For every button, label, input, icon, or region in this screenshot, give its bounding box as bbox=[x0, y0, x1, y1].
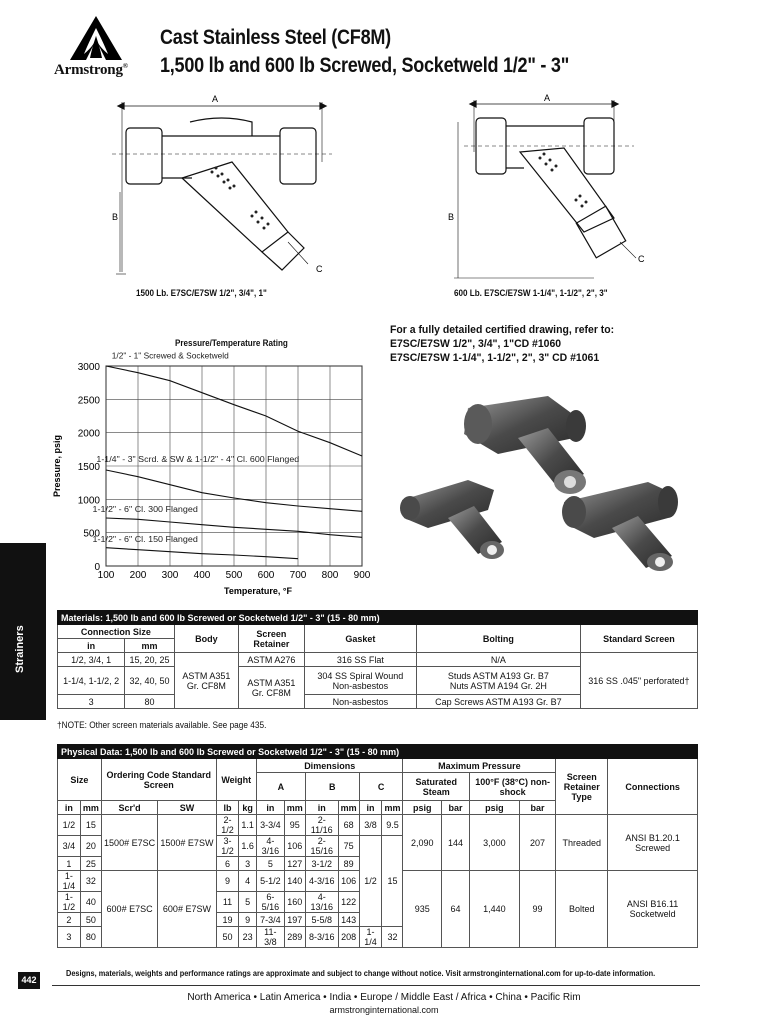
x-tick-label: 100 bbox=[97, 570, 115, 581]
cell-b-mm: 106 bbox=[338, 871, 359, 892]
cell-gasket: Non-asbestos bbox=[304, 695, 416, 709]
cell-ns-bar: 99 bbox=[519, 871, 555, 948]
col-body: Body bbox=[174, 625, 238, 653]
sub-scrd: Scr'd bbox=[101, 801, 157, 815]
sub-c-in: in bbox=[359, 801, 382, 815]
col-dim-c: C bbox=[359, 773, 403, 801]
x-tick-label: 200 bbox=[129, 570, 147, 581]
sub-b-mm: mm bbox=[338, 801, 359, 815]
y-tick-label: 1000 bbox=[77, 495, 100, 507]
cell-b-mm: 89 bbox=[338, 857, 359, 871]
cell-connections: ANSI B1.20.1 Screwed bbox=[608, 815, 698, 871]
cell-size-in: 3/4 bbox=[58, 836, 81, 857]
cell-retainer-type: Bolted bbox=[556, 871, 608, 948]
cell-a-in: 5 bbox=[256, 857, 284, 871]
col-non-shock: 100°F (38°C) non-shock bbox=[469, 773, 555, 801]
cell-size-in: 1 bbox=[58, 857, 81, 871]
x-tick-label: 300 bbox=[161, 570, 179, 581]
cell-lb: 9 bbox=[216, 871, 239, 892]
dim-c-label: C bbox=[316, 264, 323, 274]
cell-c-in: 1-1/4 bbox=[359, 927, 382, 948]
cell-size-mm: 40 bbox=[80, 892, 101, 913]
sub-c-mm: mm bbox=[382, 801, 403, 815]
col-ordering-code: Ordering Code Standard Screen bbox=[101, 759, 216, 801]
strainer-photo-left bbox=[400, 480, 504, 559]
strainer-drawing-1500lb bbox=[112, 92, 332, 282]
certified-drawing-note bbox=[390, 323, 614, 365]
screen-note: †NOTE: Other screen materials available. See page 435. bbox=[57, 720, 267, 730]
pressure-temperature-chart bbox=[48, 352, 378, 600]
sub-mm: mm bbox=[80, 801, 101, 815]
cell-b-mm: 75 bbox=[338, 836, 359, 857]
cert-note-line2: E7SC/E7SW 1/2", 3/4", 1"CD #1060 bbox=[390, 338, 562, 350]
cell-retainer-type: Threaded bbox=[556, 815, 608, 871]
cell-b-mm: 143 bbox=[338, 913, 359, 927]
x-tick-label: 500 bbox=[225, 570, 243, 581]
cell-b-in: 8-3/16 bbox=[305, 927, 338, 948]
cell-b-mm: 122 bbox=[338, 892, 359, 913]
cell-b-mm: 208 bbox=[338, 927, 359, 948]
col-connections: Connections bbox=[608, 759, 698, 815]
dim-b-label: B bbox=[112, 212, 119, 222]
cell-b-mm: 68 bbox=[338, 815, 359, 836]
strainer-photo-right bbox=[562, 482, 678, 571]
cell-mm: 32, 40, 50 bbox=[125, 667, 175, 695]
y-tick-label: 500 bbox=[83, 528, 100, 540]
section-tab-strainers[interactable] bbox=[0, 543, 46, 720]
regions-list: North America • Latin America • India • Europe / Middle East / Africa • China • Pacific Rim bbox=[187, 992, 581, 1003]
cell-in: 1/2, 3/4, 1 bbox=[58, 653, 125, 667]
cell-a-mm: 95 bbox=[284, 815, 305, 836]
drawing-caption-left: 1500 Lb. E7SC/E7SW 1/2", 3/4", 1" bbox=[136, 288, 267, 298]
sub-sw: SW bbox=[158, 801, 216, 815]
cell-size-mm: 32 bbox=[80, 871, 101, 892]
dim-a-label-right: A bbox=[544, 93, 551, 103]
cell-a-in: 4-3/16 bbox=[256, 836, 284, 857]
cell-gasket: 316 SS Flat bbox=[304, 653, 416, 667]
cell-lb: 2-1/2 bbox=[216, 815, 239, 836]
cell-sat-psig: 935 bbox=[403, 871, 441, 948]
page-title-line1: Cast Stainless Steel (CF8M) bbox=[160, 26, 391, 49]
col-bolting: Bolting bbox=[416, 625, 580, 653]
col-in: in bbox=[58, 639, 125, 653]
cell-scrd: 600# E7SC bbox=[101, 871, 157, 948]
cell-c-mm: 32 bbox=[382, 927, 403, 948]
drawing-caption-right: 600 Lb. E7SC/E7SW 1-1/4", 1-1/2", 2", 3" bbox=[454, 288, 608, 298]
cell-body: ASTM A351 Gr. CF8M bbox=[174, 653, 238, 709]
sub-kg: kg bbox=[239, 801, 257, 815]
chart-title: Pressure/Temperature Rating bbox=[175, 338, 288, 348]
cell-in: 3 bbox=[58, 695, 125, 709]
col-screen-retainer: Screen Retainer bbox=[238, 625, 304, 653]
x-tick-label: 600 bbox=[257, 570, 275, 581]
cell-a-mm: 160 bbox=[284, 892, 305, 913]
cell-retainer: ASTM A351 Gr. CF8M bbox=[238, 667, 304, 709]
cell-sw: 1500# E7SW bbox=[158, 815, 216, 871]
series-label-3: 1-1/2" - 6" Cl. 300 Flanged bbox=[92, 505, 198, 514]
bolting-line1: Studs ASTM A193 Gr. B7 bbox=[447, 670, 549, 681]
cell-scrd: 1500# E7SC bbox=[101, 815, 157, 871]
x-tick-label: 700 bbox=[289, 570, 307, 581]
y-axis-label: Pressure, psig bbox=[52, 434, 62, 498]
sub-ns-psig: psig bbox=[469, 801, 519, 815]
table-row bbox=[58, 653, 698, 667]
cell-a-mm: 289 bbox=[284, 927, 305, 948]
cell-b-in: 2-15/16 bbox=[305, 836, 338, 857]
series-label-1: 1/2" - 1" Screwed & Socketweld bbox=[111, 352, 229, 361]
cell-a-mm: 197 bbox=[284, 913, 305, 927]
cell-sat-psig: 2,090 bbox=[403, 815, 441, 871]
cell-size-in: 1/2 bbox=[58, 815, 81, 836]
x-tick-label: 800 bbox=[321, 570, 339, 581]
cell-kg: 9 bbox=[239, 913, 257, 927]
website-link[interactable]: armstronginternational.com bbox=[329, 1005, 439, 1015]
page-number: 442 bbox=[18, 972, 40, 989]
product-photos bbox=[398, 378, 688, 578]
cert-note-line3: E7SC/E7SW 1-1/4", 1-1/2", 2", 3" CD #1061 bbox=[390, 352, 600, 364]
cell-b-in: 5-5/8 bbox=[305, 913, 338, 927]
cell-a-in: 6-5/16 bbox=[256, 892, 284, 913]
cell-a-mm: 106 bbox=[284, 836, 305, 857]
footer-divider bbox=[52, 985, 700, 986]
cell-c-in: 3/8 bbox=[359, 815, 382, 836]
x-tick-label: 900 bbox=[353, 570, 371, 581]
cell-size-in: 1-1/2 bbox=[58, 892, 81, 913]
cert-note-line1: For a fully detailed certified drawing, refer to: bbox=[390, 324, 615, 336]
cell-sw: 600# E7SW bbox=[158, 871, 216, 948]
series-label-4: 1-1/2" - 6" Cl. 150 Flanged bbox=[92, 535, 198, 544]
cell-kg: 23 bbox=[239, 927, 257, 948]
cell-a-in: 5-1/2 bbox=[256, 871, 284, 892]
cell-size-mm: 80 bbox=[80, 927, 101, 948]
col-mm: mm bbox=[125, 639, 175, 653]
cell-kg: 5 bbox=[239, 892, 257, 913]
cell-kg: 3 bbox=[239, 857, 257, 871]
col-dim-b: B bbox=[305, 773, 359, 801]
cell-lb: 50 bbox=[216, 927, 239, 948]
col-connection-size: Connection Size bbox=[58, 625, 175, 639]
col-saturated-steam: Saturated Steam bbox=[403, 773, 469, 801]
armstrong-logo-icon bbox=[66, 14, 126, 64]
strainer-photo-top bbox=[464, 396, 586, 494]
physical-caption: Physical Data: 1,500 lb and 600 lb Screwed or Socketweld 1/2" - 3" (15 - 80 mm) bbox=[58, 745, 698, 759]
table-row bbox=[58, 815, 698, 836]
cell-bolting bbox=[416, 667, 580, 695]
series-label-2: 1-1/4" - 3" Scrd. & SW & 1-1/2" - 4" Cl. 600 Flanged bbox=[96, 455, 300, 464]
col-standard-screen: Standard Screen bbox=[580, 625, 697, 653]
x-tick-label: 400 bbox=[193, 570, 211, 581]
cell-b-in: 2-11/16 bbox=[305, 815, 338, 836]
cell-size-mm: 50 bbox=[80, 913, 101, 927]
cell-sat-bar: 64 bbox=[441, 871, 469, 948]
cell-ns-psig: 3,000 bbox=[469, 815, 519, 871]
col-screen-retainer-type: Screen Retainer Type bbox=[556, 759, 608, 815]
sub-sat-psig: psig bbox=[403, 801, 441, 815]
cell-lb: 6 bbox=[216, 857, 239, 871]
sub-a-in: in bbox=[256, 801, 284, 815]
cell-mm: 80 bbox=[125, 695, 175, 709]
physical-data-table bbox=[57, 744, 698, 948]
cell-mm: 15, 20, 25 bbox=[125, 653, 175, 667]
y-tick-label: 2500 bbox=[77, 395, 100, 407]
cell-ns-bar: 207 bbox=[519, 815, 555, 871]
sub-ns-bar: bar bbox=[519, 801, 555, 815]
sub-lb: lb bbox=[216, 801, 239, 815]
cell-connections: ANSI B16.11 Socketweld bbox=[608, 871, 698, 948]
cell-size-in: 3 bbox=[58, 927, 81, 948]
col-dimensions: Dimensions bbox=[256, 759, 403, 773]
cell-a-mm: 127 bbox=[284, 857, 305, 871]
cell-sat-bar: 144 bbox=[441, 815, 469, 871]
section-tab-label: Strainers bbox=[14, 625, 26, 673]
page-title-line2: 1,500 lb and 600 lb Screwed, Socketweld 1/2" - 3" bbox=[160, 54, 570, 77]
col-gasket: Gasket bbox=[304, 625, 416, 653]
cell-b-in: 4-3/16 bbox=[305, 871, 338, 892]
cell-in: 1-1/4, 1-1/2, 2 bbox=[58, 667, 125, 695]
y-tick-label: 0 bbox=[94, 562, 100, 573]
cell-bolting: Cap Screws ASTM A193 Gr. B7 bbox=[416, 695, 580, 709]
cell-ns-psig: 1,440 bbox=[469, 871, 519, 948]
cell-lb: 3-1/2 bbox=[216, 836, 239, 857]
dim-b-label-right: B bbox=[448, 212, 455, 222]
materials-caption: Materials: 1,500 lb and 600 lb Screwed or Socketweld 1/2" - 3" (15 - 80 mm) bbox=[58, 611, 698, 625]
sub-in: in bbox=[58, 801, 81, 815]
cell-a-in: 11-3/8 bbox=[256, 927, 284, 948]
cell-size-in: 1-1/4 bbox=[58, 871, 81, 892]
cell-a-in: 3-3/4 bbox=[256, 815, 284, 836]
bolting-line2: Nuts ASTM A194 Gr. 2H bbox=[449, 680, 547, 691]
cell-a-mm: 140 bbox=[284, 871, 305, 892]
dim-c-label-right: C bbox=[638, 254, 645, 264]
cell-a-in: 7-3/4 bbox=[256, 913, 284, 927]
cell-kg: 1.1 bbox=[239, 815, 257, 836]
cell-kg: 1.6 bbox=[239, 836, 257, 857]
x-axis-label: Temperature, °F bbox=[224, 586, 292, 596]
cell-retainer: ASTM A276 bbox=[238, 653, 304, 667]
y-tick-label: 3000 bbox=[77, 362, 100, 373]
cell-size-mm: 15 bbox=[80, 815, 101, 836]
cell-kg: 4 bbox=[239, 871, 257, 892]
cell-size-mm: 20 bbox=[80, 836, 101, 857]
cell-standard-screen: 316 SS .045" perforated† bbox=[580, 653, 697, 709]
col-dim-a: A bbox=[256, 773, 305, 801]
cell-c-mm: 9.5 bbox=[382, 815, 403, 836]
brand-logo bbox=[54, 14, 150, 80]
materials-table bbox=[57, 610, 698, 709]
brand-name: Armstrong® bbox=[54, 62, 128, 78]
cell-b-in: 4-13/16 bbox=[305, 892, 338, 913]
col-max-pressure: Maximum Pressure bbox=[403, 759, 556, 773]
cell-gasket: 304 SS Spiral Wound Non-asbestos bbox=[304, 667, 416, 695]
cell-bolting: N/A bbox=[416, 653, 580, 667]
y-tick-label: 1500 bbox=[77, 462, 100, 473]
cell-lb: 11 bbox=[216, 892, 239, 913]
y-tick-label: 2000 bbox=[77, 428, 100, 440]
strainer-drawing-600lb bbox=[444, 92, 654, 282]
cell-b-in: 3-1/2 bbox=[305, 857, 338, 871]
cell-size-mm: 25 bbox=[80, 857, 101, 871]
cell-c-mm: 15 bbox=[382, 836, 403, 927]
col-size: Size bbox=[58, 759, 102, 801]
sub-sat-bar: bar bbox=[441, 801, 469, 815]
cell-size-in: 2 bbox=[58, 913, 81, 927]
sub-a-mm: mm bbox=[284, 801, 305, 815]
cell-c-in: 1/2 bbox=[359, 836, 382, 927]
cell-lb: 19 bbox=[216, 913, 239, 927]
dim-a-label: A bbox=[212, 94, 219, 104]
sub-b-in: in bbox=[305, 801, 338, 815]
disclaimer: Designs, materials, weights and performance ratings are approximate and subject to change without notice. Visit armstronginternational.com for up-to-date information. bbox=[66, 969, 656, 978]
col-weight: Weight bbox=[216, 759, 256, 801]
